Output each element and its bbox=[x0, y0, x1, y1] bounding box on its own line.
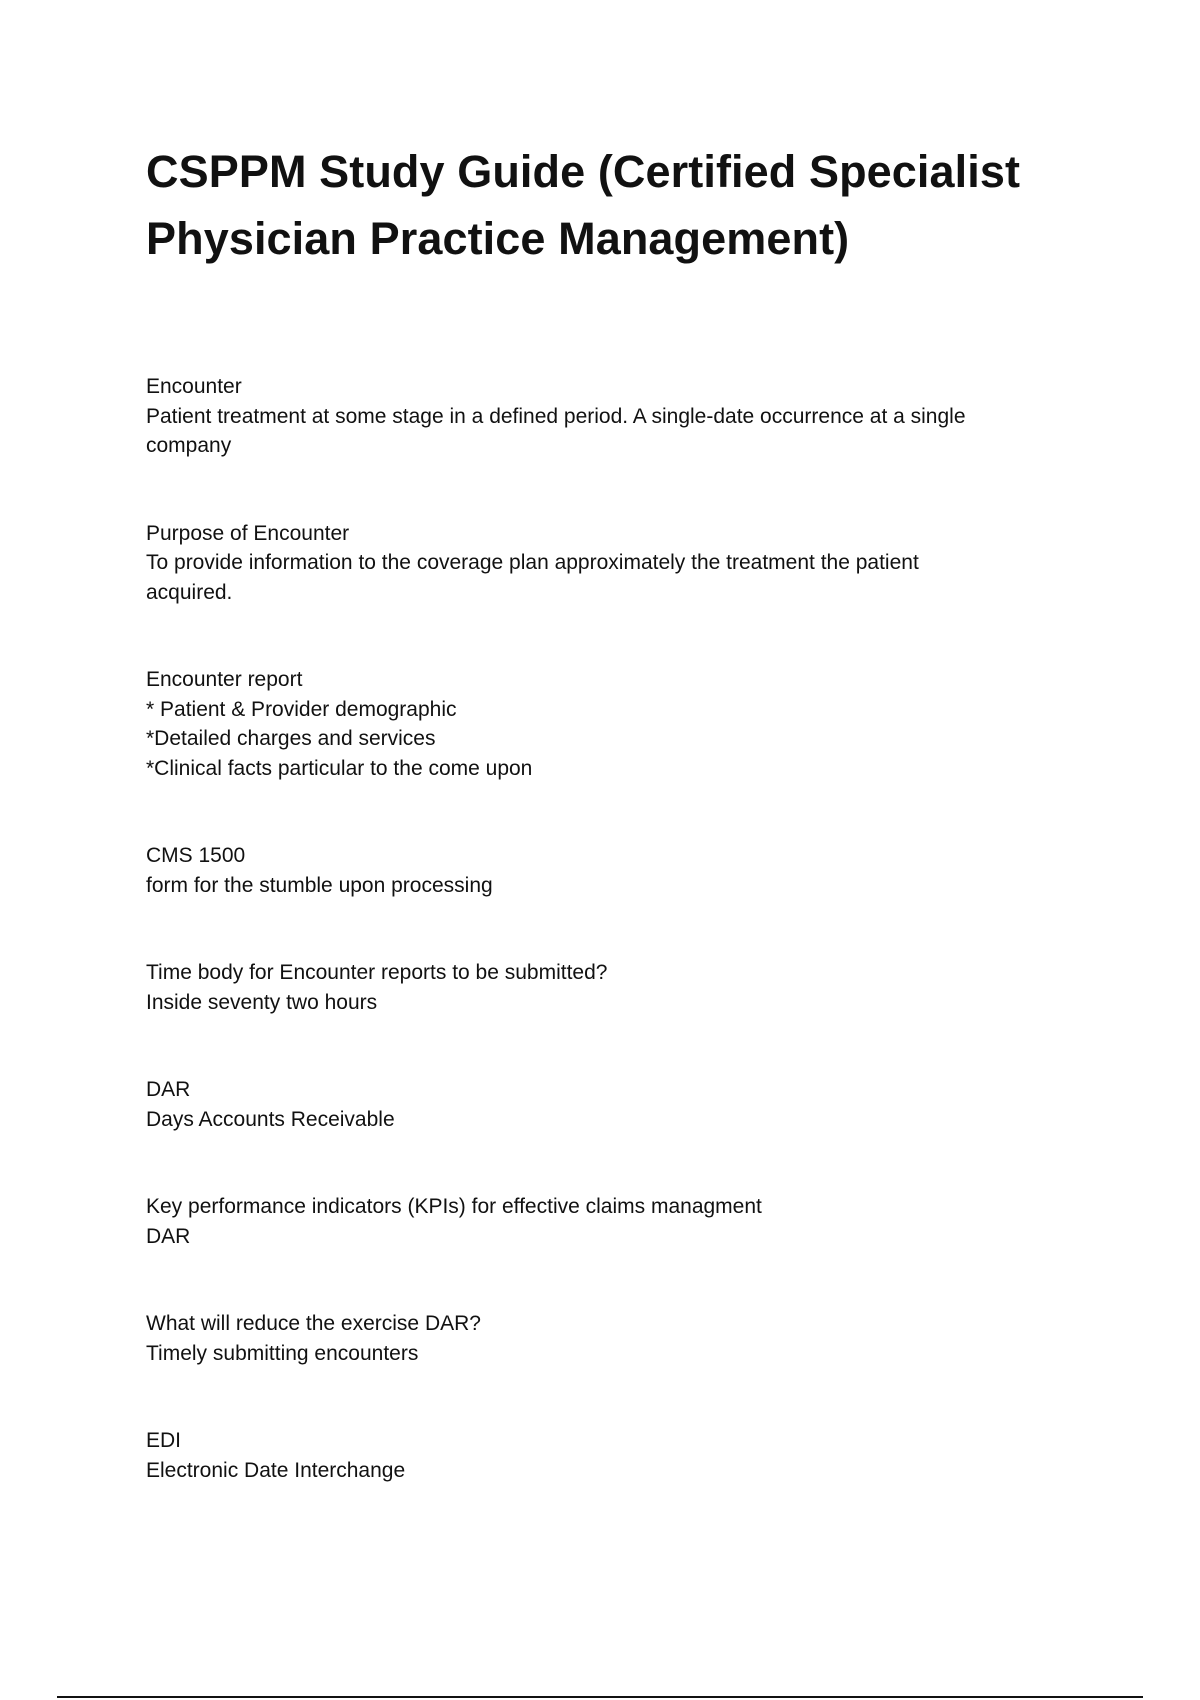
entry-definition-line: acquired. bbox=[146, 580, 233, 604]
entry-dar bbox=[146, 1075, 1046, 1134]
entry-term: Key performance indicators (KPIs) for effective claims managment bbox=[146, 1195, 762, 1218]
entry-definition-line: Patient treatment at some stage in a defined period. A single-date occurrence at a single bbox=[146, 404, 966, 428]
entry-definition-line: DAR bbox=[146, 1224, 191, 1248]
entry-term: CMS 1500 bbox=[146, 844, 246, 867]
entry-time-frame bbox=[146, 958, 1046, 1017]
entry-definition-line: To provide information to the coverage plan approximately the treatment the patient bbox=[146, 551, 919, 574]
entry-definition-line: Days Accounts Receivable bbox=[146, 1107, 395, 1131]
entry-encounter bbox=[146, 372, 1046, 461]
page-bottom-rule bbox=[57, 1696, 1143, 1698]
entry-definition-line: * Patient & Provider demographic bbox=[146, 697, 457, 721]
entry-cms-1500 bbox=[146, 841, 1046, 900]
entry-kpis bbox=[146, 1192, 1046, 1251]
entry-definition-line: Electronic Date Interchange bbox=[146, 1458, 406, 1482]
entry-term: What will reduce the exercise DAR? bbox=[146, 1312, 481, 1335]
entry-reduce-dar bbox=[146, 1309, 1046, 1368]
entry-term: Encounter bbox=[146, 375, 242, 398]
page-title: CSPPM Study Guide (Certified Specialist Physician Practice Management) bbox=[146, 146, 1021, 264]
entry-definition-line: Timely submitting encounters bbox=[146, 1341, 419, 1365]
entry-term: EDI bbox=[146, 1429, 182, 1452]
entry-edi bbox=[146, 1426, 1046, 1485]
entry-definition-line: Inside seventy two hours bbox=[146, 990, 378, 1014]
entry-term: Encounter report bbox=[146, 668, 303, 691]
entry-definition-line: *Clinical facts particular to the come upon bbox=[146, 756, 533, 780]
entry-definition-line: *Detailed charges and services bbox=[146, 727, 436, 750]
entry-term: DAR bbox=[146, 1078, 191, 1101]
entry-purpose-of-encounter bbox=[146, 519, 1046, 608]
entry-term: Purpose of Encounter bbox=[146, 521, 350, 545]
entry-definition-line: company bbox=[146, 434, 232, 457]
entry-definition-line: form for the stumble upon processing bbox=[146, 873, 493, 897]
entry-encounter-report bbox=[146, 665, 1046, 783]
study-entries bbox=[146, 372, 1046, 1543]
entry-term: Time body for Encounter reports to be submitted? bbox=[146, 961, 608, 984]
